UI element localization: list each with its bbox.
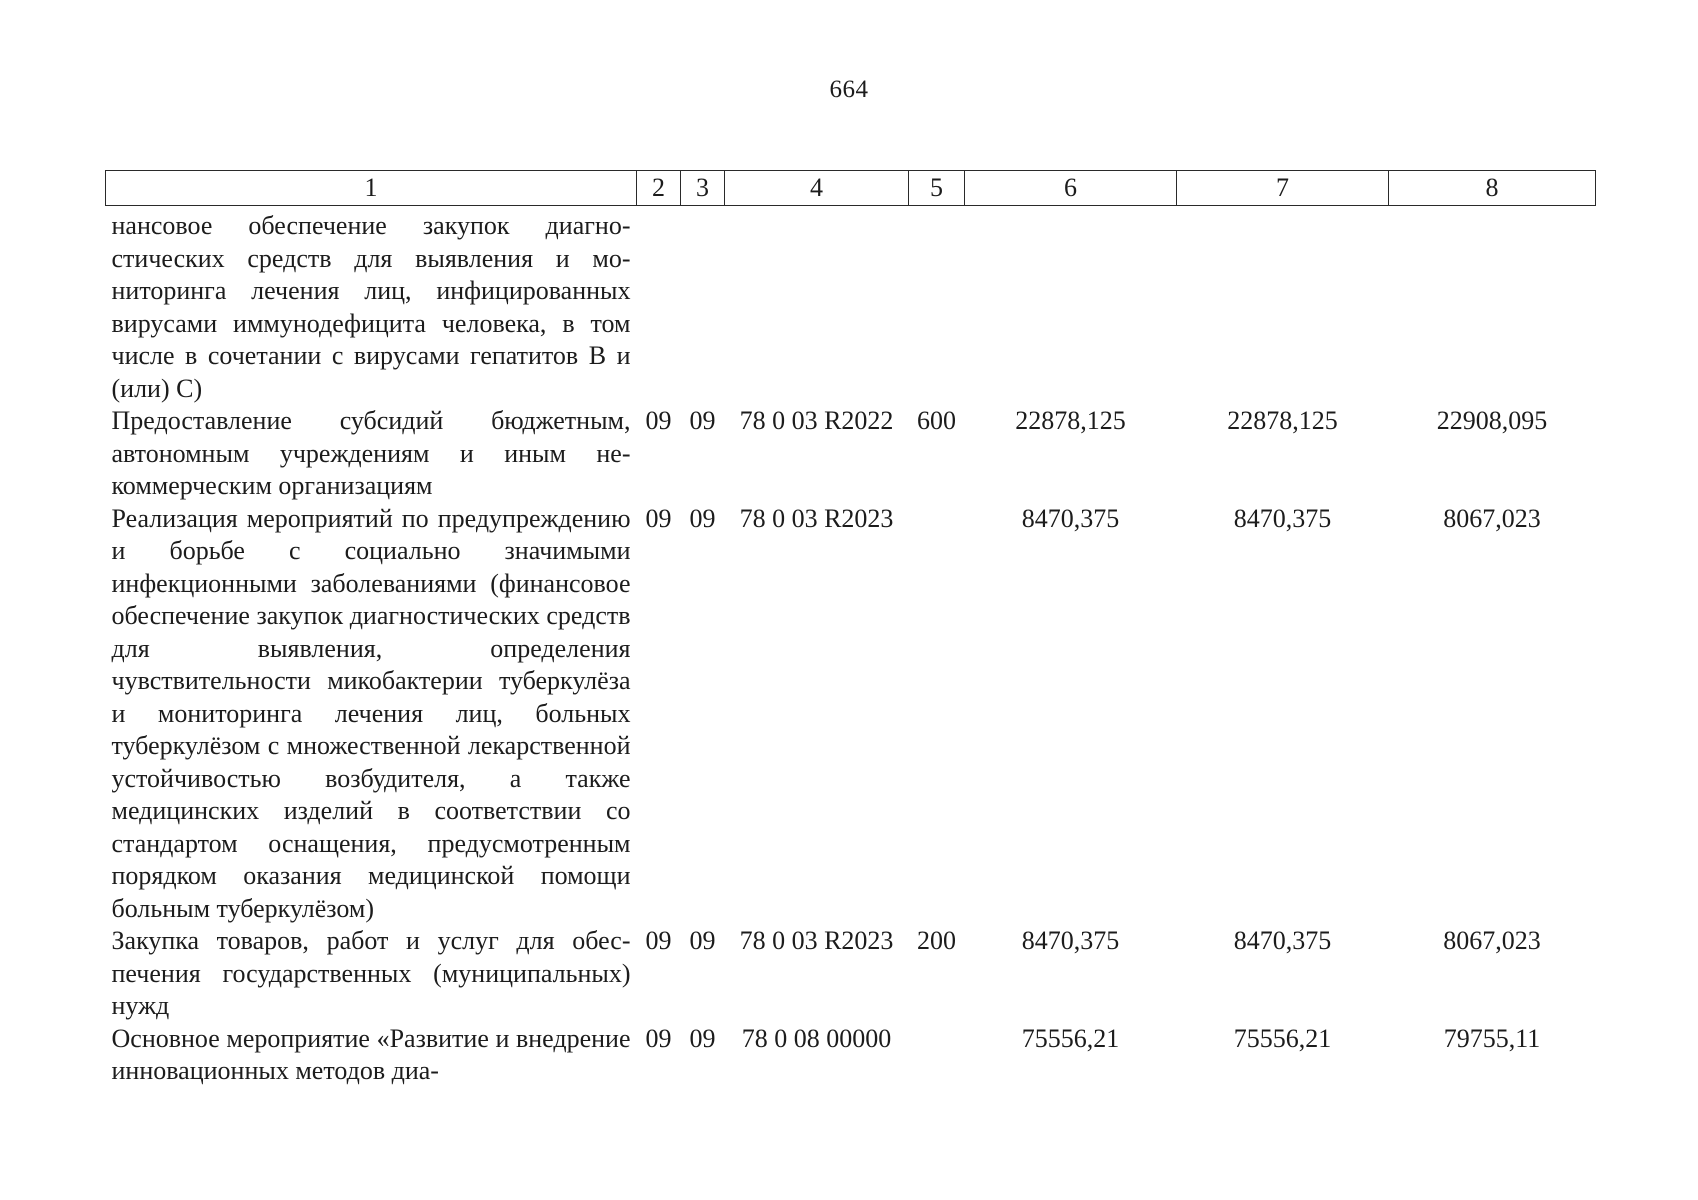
column-header-4: 4 — [725, 171, 909, 206]
row-target-article: 78 0 03 R2023 — [739, 503, 894, 533]
row-name: Предоставление субсидий бюджетным, автономным учреждениям и иным некоммерческим организациям — [111, 406, 631, 500]
row-target-article — [725, 206, 909, 406]
row-name: Закупка товаров, работ и услуг для обеспечения государственных (муниципальных) нужд — [111, 926, 631, 1020]
row-section: 09 — [645, 406, 672, 435]
row-amount-6: 75556,21 — [1021, 1023, 1120, 1053]
column-header-6: 6 — [965, 171, 1177, 206]
column-header-1: 1 — [106, 171, 637, 206]
row-target-article: 78 0 03 R2023 — [739, 926, 894, 955]
row-target-article: 78 0 08 00000 — [741, 1023, 892, 1053]
row-amount-8: 79755,11 — [1443, 1023, 1541, 1053]
row-name: Реализация мероприятий по предупреждению и борьбе с социально значимыми инфекционными заболеваниями (финансовое обеспечение закупок диагностических средств для выявления, определения чувствительности микобактерии туберкулёза и мониторинга лечения лиц, больных туберкулёзом с множественной лекарственной устойчивостью возбудителя, а также медицинских изделий в соответствии со стандартом оснащения, предусмотренным порядком оказания медицинской помощи больным туберкулёзом) — [111, 503, 631, 923]
table-row — [106, 1023, 1596, 1088]
table-row — [106, 925, 1596, 1023]
header-row — [106, 171, 1596, 206]
row-name: нансовое обеспечение закупок диагностических средств для выявления и мониторинга лечения лиц, инфицированных вирусами иммунодефицита человека, в том числе в сочетании с вирусами гепатитов В и (или) С) — [111, 211, 631, 403]
budget-table — [105, 170, 1596, 1088]
table-row — [106, 405, 1596, 503]
row-subsection — [681, 206, 725, 406]
row-amount-7: 22878,125 — [1227, 406, 1338, 435]
row-expense-type — [909, 1023, 965, 1088]
row-amount-8 — [1389, 206, 1596, 406]
column-header-2: 2 — [637, 171, 681, 206]
row-section: 09 — [645, 503, 672, 533]
row-section: 09 — [645, 1023, 672, 1053]
row-expense-type: 600 — [917, 406, 956, 435]
row-amount-8: 8067,023 — [1443, 926, 1541, 955]
column-header-8: 8 — [1389, 171, 1596, 206]
row-expense-type: 200 — [917, 926, 956, 955]
row-amount-7 — [1177, 206, 1389, 406]
page-number: 664 — [829, 76, 869, 103]
row-subsection: 09 — [689, 926, 716, 955]
row-section — [637, 206, 681, 406]
row-name: Основное мероприятие «Развитие и внедрение инновационных методов диа- — [111, 1023, 631, 1085]
row-amount-6 — [965, 206, 1177, 406]
row-subsection: 09 — [689, 1023, 716, 1053]
row-expense-type — [909, 206, 965, 406]
row-amount-8: 8067,023 — [1443, 503, 1541, 533]
row-subsection: 09 — [689, 406, 716, 435]
column-header-7: 7 — [1177, 171, 1389, 206]
row-amount-8: 22908,095 — [1436, 406, 1548, 435]
row-target-article: 78 0 03 R2022 — [739, 406, 894, 435]
row-amount-7: 8470,375 — [1233, 926, 1332, 955]
column-header-3: 3 — [681, 171, 725, 206]
row-section: 09 — [645, 926, 672, 955]
table-row — [106, 206, 1596, 406]
row-amount-6: 8470,375 — [1021, 503, 1120, 533]
table-row — [106, 503, 1596, 926]
column-header-5: 5 — [909, 171, 965, 206]
row-expense-type — [909, 503, 965, 926]
row-amount-6: 8470,375 — [1021, 926, 1120, 955]
row-subsection: 09 — [689, 503, 716, 533]
row-amount-7: 75556,21 — [1233, 1023, 1332, 1053]
row-amount-7: 8470,375 — [1233, 503, 1332, 533]
row-amount-6: 22878,125 — [1015, 406, 1126, 435]
